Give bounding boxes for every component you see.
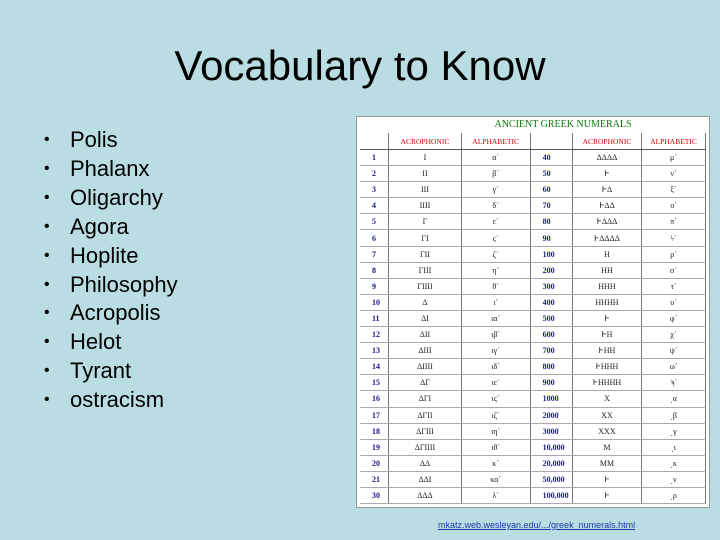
- table-row: [360, 407, 706, 423]
- table-row: [360, 166, 706, 182]
- table-cell: ΙΙ: [389, 166, 462, 182]
- bullet-icon: •: [44, 391, 50, 409]
- vocabulary-item: [44, 328, 178, 357]
- table-cell: λ´: [461, 487, 530, 503]
- greek-numerals-table-image: [356, 116, 710, 508]
- table-cell: ιγ´: [461, 343, 530, 359]
- table-cell: 70: [530, 198, 572, 214]
- table-cell: ω´: [642, 359, 706, 375]
- table-cell: ΓΙΙΙ: [389, 262, 462, 278]
- table-cell: ͵ν: [642, 471, 706, 487]
- table-cell: ΔΔΔ: [389, 487, 462, 503]
- table-row: [360, 214, 706, 230]
- table-cell: ϡ´: [642, 375, 706, 391]
- table-cell: ψ´: [642, 343, 706, 359]
- table-cell: 15: [360, 375, 389, 391]
- table-cell: Ͱ: [572, 310, 641, 326]
- table-cell: γ´: [461, 182, 530, 198]
- column-header: [360, 133, 389, 150]
- bullet-icon: •: [44, 304, 50, 322]
- table-cell: 18: [360, 423, 389, 439]
- table-row: [360, 423, 706, 439]
- table-cell: β´: [461, 166, 530, 182]
- table-cell: 100: [530, 246, 572, 262]
- vocabulary-term: Hoplite: [70, 242, 139, 268]
- table-cell: 4: [360, 198, 389, 214]
- table-cell: ΔΓΙ: [389, 391, 462, 407]
- table-cell: 3000: [530, 423, 572, 439]
- table-cell: ϛ´: [461, 230, 530, 246]
- column-header: ALPHABETIC: [642, 133, 706, 150]
- table-cell: 12: [360, 327, 389, 343]
- table-cell: Ͱ: [572, 166, 641, 182]
- vocabulary-term: Helot: [70, 329, 122, 355]
- table-cell: ξ´: [642, 182, 706, 198]
- table-cell: 8: [360, 262, 389, 278]
- table-cell: Μ: [572, 439, 641, 455]
- table-cell: π´: [642, 214, 706, 230]
- table-cell: ͰΗΗΗ: [572, 359, 641, 375]
- table-row: [360, 246, 706, 262]
- table-cell: ι´: [461, 294, 530, 310]
- table-row: [360, 198, 706, 214]
- table-cell: 100,000: [530, 487, 572, 503]
- vocabulary-item: [44, 242, 178, 271]
- table-cell: ιδ´: [461, 359, 530, 375]
- table-cell: 200: [530, 262, 572, 278]
- table-cell: ΔΓΙΙΙΙ: [389, 439, 462, 455]
- table-row: [360, 439, 706, 455]
- table-cell: ΔΔΔΔ: [572, 150, 641, 166]
- table-cell: ζ´: [461, 246, 530, 262]
- table-cell: 60: [530, 182, 572, 198]
- table-cell: 14: [360, 359, 389, 375]
- table-cell: α´: [461, 150, 530, 166]
- table-row: [360, 150, 706, 166]
- table-cell: υ´: [642, 294, 706, 310]
- table-cell: ρ´: [642, 246, 706, 262]
- table-cell: σ´: [642, 262, 706, 278]
- table-cell: 1000: [530, 391, 572, 407]
- table-cell: ΧΧ: [572, 407, 641, 423]
- table-cell: ͰΗ: [572, 327, 641, 343]
- table-row: [360, 230, 706, 246]
- table-cell: 7: [360, 246, 389, 262]
- vocabulary-term: Oligarchy: [70, 184, 163, 210]
- table-row: [360, 278, 706, 294]
- table-cell: ιη´: [461, 423, 530, 439]
- table-row: [360, 262, 706, 278]
- table-row: [360, 327, 706, 343]
- bullet-icon: •: [44, 275, 50, 293]
- table-cell: ΗΗΗ: [572, 278, 641, 294]
- column-header: ALPHABETIC: [461, 133, 530, 150]
- table-row: [360, 359, 706, 375]
- table-cell: Χ: [572, 391, 641, 407]
- table-cell: 50: [530, 166, 572, 182]
- table-cell: ͵α: [642, 391, 706, 407]
- table-cell: Η: [572, 246, 641, 262]
- table-cell: ΓΙΙ: [389, 246, 462, 262]
- table-cell: 700: [530, 343, 572, 359]
- table-row: [360, 487, 706, 503]
- table-cell: ͰΔΔΔ: [572, 214, 641, 230]
- table-cell: ιε´: [461, 375, 530, 391]
- vocabulary-term: Phalanx: [70, 155, 150, 181]
- vocabulary-item: [44, 126, 178, 155]
- table-cell: ΔΓΙΙΙ: [389, 423, 462, 439]
- table-cell: 500: [530, 310, 572, 326]
- table-cell: ΔΓΙΙ: [389, 407, 462, 423]
- bullet-icon: •: [44, 159, 50, 177]
- table-cell: 11: [360, 310, 389, 326]
- vocabulary-term: Acropolis: [70, 300, 161, 326]
- table-row: [360, 471, 706, 487]
- table-cell: φ´: [642, 310, 706, 326]
- table-cell: ΔΙΙ: [389, 327, 462, 343]
- vocabulary-term: Agora: [70, 213, 129, 239]
- table-cell: ια´: [461, 310, 530, 326]
- table-row: [360, 455, 706, 471]
- table-row: [360, 391, 706, 407]
- vocabulary-item: [44, 357, 178, 386]
- table-cell: ΧΧΧ: [572, 423, 641, 439]
- table-cell: ΙΙΙ: [389, 182, 462, 198]
- table-cell: 20,000: [530, 455, 572, 471]
- table-cell: 2000: [530, 407, 572, 423]
- table-cell: ΔΔΙ: [389, 471, 462, 487]
- table-cell: 2: [360, 166, 389, 182]
- table-cell: θ´: [461, 278, 530, 294]
- greek-numerals-table: [360, 133, 706, 504]
- table-row: [360, 182, 706, 198]
- table-cell: 17: [360, 407, 389, 423]
- table-cell: ͰΗΗΗΗ: [572, 375, 641, 391]
- table-cell: ΓΙ: [389, 230, 462, 246]
- table-cell: ϟ´: [642, 230, 706, 246]
- table-cell: ε´: [461, 214, 530, 230]
- table-cell: ΔΙ: [389, 310, 462, 326]
- table-title: ANCIENT GREEK NUMERALS: [494, 119, 632, 130]
- table-cell: ͵β: [642, 407, 706, 423]
- table-cell: 9: [360, 278, 389, 294]
- table-cell: 21: [360, 471, 389, 487]
- table-cell: ΗΗ: [572, 262, 641, 278]
- table-cell: τ´: [642, 278, 706, 294]
- column-header: [530, 133, 572, 150]
- table-cell: 30: [360, 487, 389, 503]
- table-cell: ͰΔ: [572, 182, 641, 198]
- table-cell: ιθ´: [461, 439, 530, 455]
- table-cell: ͵γ: [642, 423, 706, 439]
- vocabulary-term: Tyrant: [70, 358, 132, 384]
- table-cell: μ´: [642, 150, 706, 166]
- table-cell: 900: [530, 375, 572, 391]
- vocabulary-term: Polis: [70, 127, 118, 152]
- table-cell: ΔΙΙΙ: [389, 343, 462, 359]
- column-header: ACROPHONIC: [389, 133, 462, 150]
- table-cell: 13: [360, 343, 389, 359]
- table-cell: ͰΔΔ: [572, 198, 641, 214]
- bullet-icon: •: [44, 188, 50, 206]
- vocabulary-item: [44, 299, 178, 328]
- table-cell: ΔΙΙΙΙ: [389, 359, 462, 375]
- table-cell: 300: [530, 278, 572, 294]
- vocabulary-item: [44, 184, 178, 213]
- table-cell: 1: [360, 150, 389, 166]
- table-cell: ιζ´: [461, 407, 530, 423]
- table-cell: ͵κ: [642, 455, 706, 471]
- table-cell: ΙΙΙΙ: [389, 198, 462, 214]
- table-cell: ΗΗΗΗ: [572, 294, 641, 310]
- table-cell: 3: [360, 182, 389, 198]
- table-cell: 90: [530, 230, 572, 246]
- table-row: [360, 343, 706, 359]
- table-cell: ο´: [642, 198, 706, 214]
- table-cell: ΔΓ: [389, 375, 462, 391]
- table-row: [360, 310, 706, 326]
- table-cell: 10,000: [530, 439, 572, 455]
- bullet-icon: •: [44, 131, 50, 148]
- table-cell: ͵ρ: [642, 487, 706, 503]
- vocabulary-list: [44, 126, 178, 415]
- table-cell: ιϛ´: [461, 391, 530, 407]
- table-cell: ͰΔΔΔΔ: [572, 230, 641, 246]
- table-cell: 10: [360, 294, 389, 310]
- table-row: [360, 375, 706, 391]
- vocabulary-term: ostracism: [70, 387, 165, 413]
- vocabulary-term: Philosophy: [70, 271, 178, 297]
- table-cell: χ´: [642, 327, 706, 343]
- vocabulary-item: [44, 155, 178, 184]
- table-cell: 50,000: [530, 471, 572, 487]
- table-cell: ν´: [642, 166, 706, 182]
- table-cell: Ι: [389, 150, 462, 166]
- table-cell: κα´: [461, 471, 530, 487]
- table-cell: 800: [530, 359, 572, 375]
- bullet-icon: •: [44, 217, 50, 235]
- column-header: ACROPHONIC: [572, 133, 641, 150]
- table-cell: δ´: [461, 198, 530, 214]
- table-cell: η´: [461, 262, 530, 278]
- bullet-icon: •: [44, 246, 50, 264]
- table-cell: 6: [360, 230, 389, 246]
- table-cell: 80: [530, 214, 572, 230]
- vocabulary-item: [44, 213, 178, 242]
- table-cell: 40: [530, 150, 572, 166]
- table-cell: 16: [360, 391, 389, 407]
- table-cell: 19: [360, 439, 389, 455]
- table-cell: ιβ´: [461, 327, 530, 343]
- table-cell: 400: [530, 294, 572, 310]
- table-cell: Ͱ: [572, 471, 641, 487]
- vocabulary-item: [44, 271, 178, 300]
- table-cell: 5: [360, 214, 389, 230]
- table-cell: ͰΗΗ: [572, 343, 641, 359]
- vocabulary-item: [44, 386, 178, 415]
- table-cell: ͵ι: [642, 439, 706, 455]
- bullet-icon: •: [44, 362, 50, 380]
- table-row: [360, 294, 706, 310]
- table-cell: ΔΔ: [389, 455, 462, 471]
- table-cell: 20: [360, 455, 389, 471]
- table-cell: Ͱ: [572, 487, 641, 503]
- table-cell: 600: [530, 327, 572, 343]
- bullet-icon: •: [44, 333, 50, 351]
- table-cell: ΓΙΙΙΙ: [389, 278, 462, 294]
- table-cell: Δ: [389, 294, 462, 310]
- table-cell: Γ: [389, 214, 462, 230]
- table-cell: ΜΜ: [572, 455, 641, 471]
- table-cell: κ´: [461, 455, 530, 471]
- source-link[interactable]: mkatz.web.wesleyan.edu/.../greek_numerals.html: [438, 520, 636, 530]
- slide-title: Vocabulary to Know: [174, 42, 546, 89]
